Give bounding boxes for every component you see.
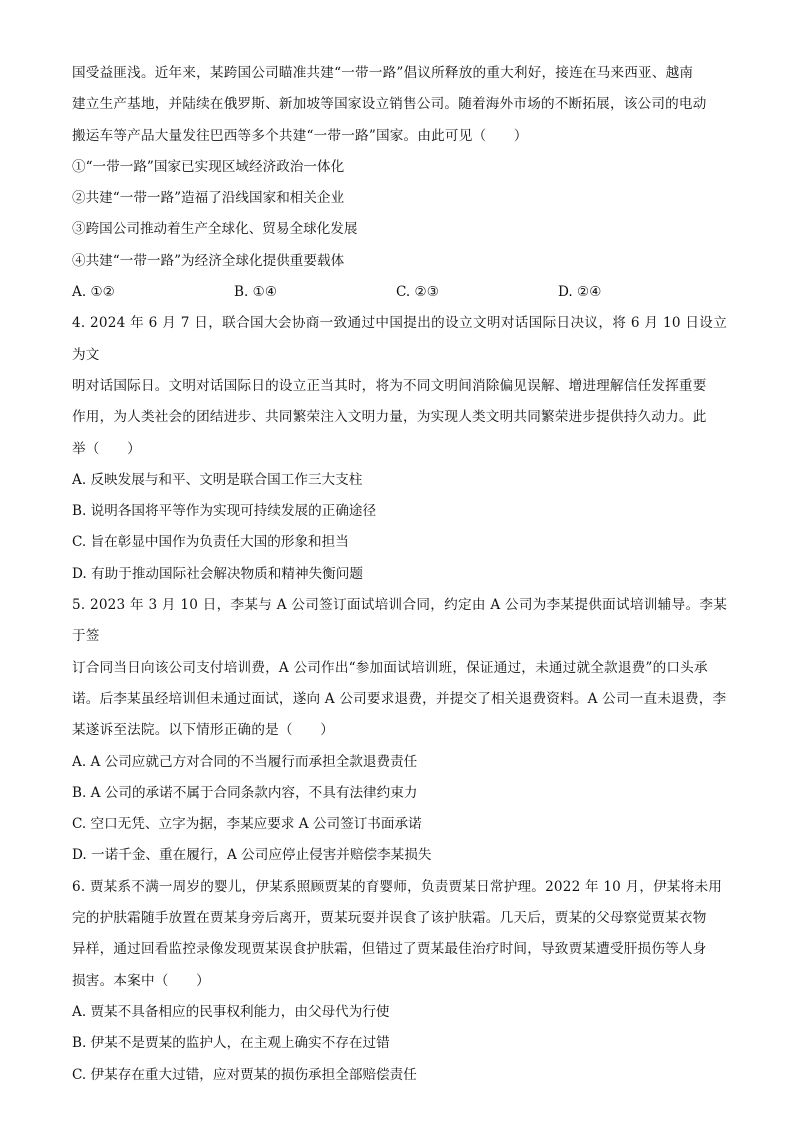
question-5-option-a[interactable]: A. A 公司应就己方对合同的不当履行而承担全款退费责任: [72, 753, 418, 770]
question-4-stem-line-2: 明对话国际日。文明对话国际日的设立正当其时，将为不同文明间消除偏见误解、增进理解信任发挥重要: [72, 377, 707, 394]
question-6-stem-line-3: 异样，通过回看监控录像发现贾某误食护肤霜，但错过了贾某最佳治疗时间，导致贾某遭受肝损伤等人身: [72, 941, 707, 958]
question-6-option-a[interactable]: A. 贾某不具备相应的民事权利能力，由父母代为行使: [72, 1003, 390, 1020]
question-6-stem-line-2: 完的护肤霜随手放置在贾某身旁后离开，贾某玩耍并误食了该护肤霜。几天后，贾某的父母察觉贾某衣物: [72, 910, 707, 927]
question-5: [72, 590, 727, 872]
question-3: [72, 58, 727, 308]
question-4-stem-line-4: 举（ ）: [72, 440, 141, 457]
question-4-option-a[interactable]: A. 反映发展与和平、文明是联合国工作三大支柱: [72, 471, 363, 488]
question-3-statement-2: ②共建“一带一路”造福了沿线国家和相关企业: [72, 190, 345, 207]
question-3-stem-line-2: 建立生产基地，并陆续在俄罗斯、新加坡等国家设立销售公司。随着海外市场的不断拓展，该公司的电动: [72, 96, 707, 113]
question-3-choice-b[interactable]: B. ①④: [234, 284, 278, 301]
question-5-stem-line-1: 5. 2023 年 3 月 10 日，李某与 A 公司签订面试培训合同，约定由 A 公司为李某提供面试培训辅导。李某于签: [72, 597, 727, 645]
question-6-stem-line-1: 6. 贾某系不满一周岁的婴儿，伊某系照顾贾某的育婴师，负责贾某日常护理。2022 年 10 月，伊某将未用: [72, 878, 723, 895]
question-5-option-d[interactable]: D. 一诺千金、重在履行，A 公司应停止侵害并赔偿李某损失: [72, 847, 432, 864]
question-4-stem-line-1: 4. 2024 年 6 月 7 日，联合国大会协商一致通过中国提出的设立文明对话国际日决议，将 6 月 10 日设立为文: [72, 315, 727, 363]
question-5-stem-line-2: 订合同当日向该公司支付培训费，A 公司作出“参加面试培训班，保证通过，未通过就全款退费”的口头承: [72, 659, 708, 676]
question-3-choice-d[interactable]: D. ②④: [558, 284, 602, 301]
question-6-stem-line-4: 损害。本案中（ ）: [72, 972, 210, 989]
question-3-statement-3: ③跨国公司推动着生产全球化、贸易全球化发展: [72, 221, 358, 238]
question-4-option-b[interactable]: B. 说明各国将平等作为实现可持续发展的正确途径: [72, 503, 377, 520]
question-3-statement-4: ④共建“一带一路”为经济全球化提供重要载体: [72, 252, 345, 269]
question-3-choice-a[interactable]: A. ①②: [72, 284, 115, 301]
question-4-option-c[interactable]: C. 旨在彰显中国作为负责任大国的形象和担当: [72, 534, 349, 551]
question-3-stem-line-3: 搬运车等产品大量发往巴西等多个共建“一带一路”国家。由此可见（ ）: [72, 127, 528, 144]
question-4: [72, 308, 727, 590]
question-5-stem-line-3: 诺。后李某虽经培训但未通过面试，遂向 A 公司要求退费，并提交了相关退费资料。A 公司一直未退费，李: [72, 690, 727, 707]
question-3-choice-c[interactable]: C. ②③: [396, 284, 439, 301]
exam-page: [72, 58, 727, 1091]
question-3-choices: [72, 277, 727, 308]
question-5-option-b[interactable]: B. A 公司的承诺不属于合同条款内容，不具有法律约束力: [72, 784, 418, 801]
question-6: [72, 872, 727, 1091]
question-4-stem-line-3: 作用，为人类社会的团结进步、共同繁荣注入文明力量，为实现人类文明共同繁荣进步提供持久动力。此: [72, 409, 707, 426]
question-5-stem-line-4: 某遂诉至法院。以下情形正确的是（ ）: [72, 722, 335, 739]
question-4-option-d[interactable]: D. 有助于推动国际社会解决物质和精神失衡问题: [72, 565, 363, 582]
question-5-option-c[interactable]: C. 空口无凭、立字为据，李某应要求 A 公司签订书面承诺: [72, 816, 422, 833]
question-6-option-c[interactable]: C. 伊某存在重大过错，应对贾某的损伤承担全部赔偿责任: [72, 1066, 417, 1083]
question-6-option-b[interactable]: B. 伊某不是贾某的监护人，在主观上确实不存在过错: [72, 1035, 390, 1052]
question-3-statement-1: ①“一带一路”国家已实现区域经济政治一体化: [72, 158, 345, 175]
question-3-stem-line-1: 国受益匪浅。近年来，某跨国公司瞄准共建“一带一路”倡议所释放的重大利好，接连在马来西亚、越南: [72, 65, 694, 81]
